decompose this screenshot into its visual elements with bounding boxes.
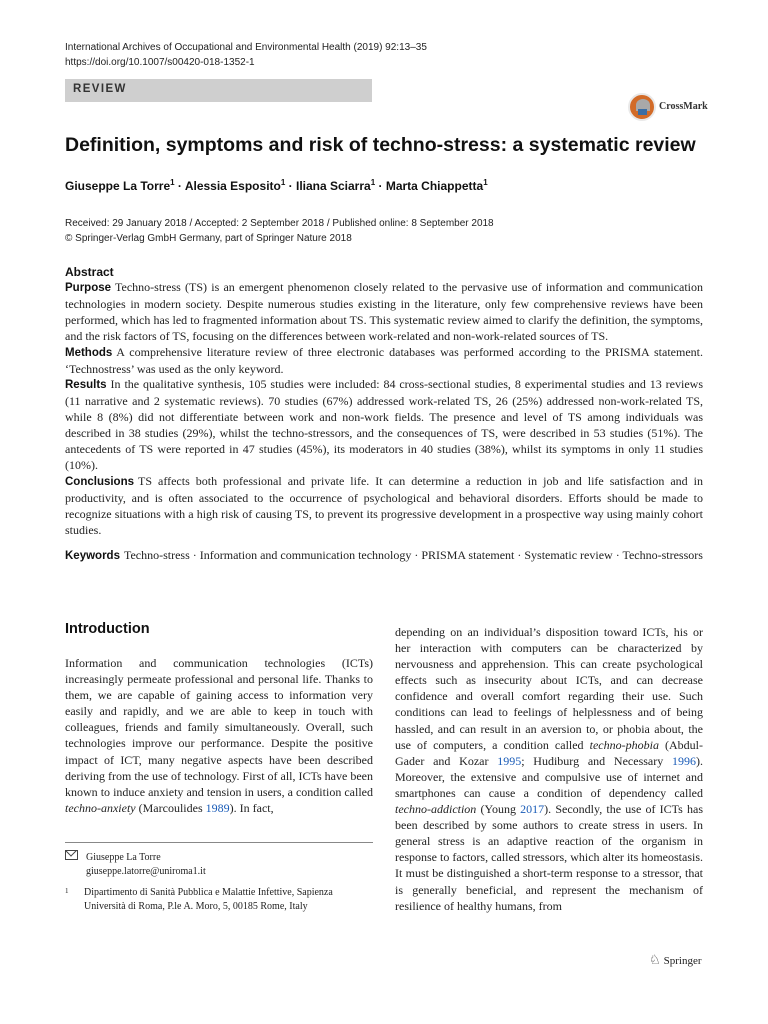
body-text: (Marcoulides: [135, 800, 206, 815]
footnote-divider: [65, 842, 373, 843]
abstract-section-label: Results: [65, 379, 107, 392]
author-affiliation-marker: 1: [370, 178, 376, 187]
article-type-label: REVIEW: [73, 83, 127, 95]
abstract-section-label: Conclusions: [65, 475, 135, 488]
body-text: ). Secondly, the use of ICTs has been described by some authors to create stress in users. In general stress is an adaptive reaction of the organism in response to factors, called stressors, which alter its homeostasis. It must be distinguished a short-term response to a stressor, that is generally beneficial, and represent the mechanism of resilience of healthy humans, from: [395, 802, 703, 913]
publisher-name: Springer: [663, 955, 702, 967]
body-text: ; Hudiburg and Necessary: [521, 753, 672, 768]
body-paragraph: [395, 624, 703, 914]
author-affiliation-marker: 1: [280, 178, 286, 187]
article-history: [65, 217, 494, 246]
body-column-right: [395, 624, 703, 914]
affiliation-number: 1: [65, 887, 69, 895]
body-text: ). In fact,: [229, 800, 274, 815]
crossmark-badge[interactable]: [628, 93, 706, 123]
abstract-section-label: Purpose: [65, 282, 112, 294]
publication-dates: Received: 29 January 2018 / Accepted: 2 September 2018 / Published online: 8 September 2018: [65, 218, 494, 229]
abstract-purpose: [65, 280, 703, 345]
citation-link[interactable]: 1996: [671, 753, 696, 768]
citation-link[interactable]: 1995: [497, 753, 522, 768]
springer-horse-icon: ♘: [649, 952, 661, 967]
body-text: (Abdul-Gader and Kozar: [395, 737, 704, 768]
body-text: (Young: [476, 802, 521, 817]
author-name[interactable]: Alessia Esposito: [184, 179, 281, 193]
body-text: depending on an individual’s disposition toward ICTs, his or her interaction with computers can be characterized by nervousness and apprehension. This can create psychological effects such as insecurity about ICTs, and can decrease confidence and overall comfort regarding their use. Such conditions can lead to feelings of helplessness and of being hassled, and can result in an aversion to, or phobia about, the use of computers, a condition called: [395, 625, 703, 752]
abstract-methods: [65, 345, 703, 378]
journal-citation: International Archives of Occupational and Environmental Health (2019) 92:13–35: [65, 42, 427, 53]
publisher-logo: [649, 952, 702, 968]
abstract-heading: Abstract: [65, 265, 114, 279]
author-list: [65, 178, 488, 193]
article-title: Definition, symptoms and risk of techno-stress: a systematic review: [65, 134, 696, 156]
author-affiliation-marker: 1: [483, 178, 488, 187]
author-separator: ·: [285, 179, 296, 193]
citation-link[interactable]: 2017: [520, 802, 545, 817]
body-paragraph: [65, 655, 373, 816]
author-name[interactable]: Giuseppe La Torre: [65, 179, 171, 193]
doi-link[interactable]: https://doi.org/10.1007/s00420-018-1352-1: [65, 57, 255, 68]
abstract-section-text: Techno-stress (TS) is an emergent phenomenon closely related to the pervasive use of information and communication technologies in modern society. Despite numerous studies existing in the literature, only few comprehensive reviews have been performed, which has led to fragmented information about TS. This systematic review aimed to clarify the definition, the symptoms, and the risk factors of TS, focusing on the differences between work-related and non-work-related sources of TS.: [65, 280, 703, 343]
corresponding-author-name: Giuseppe La Torre: [86, 852, 161, 863]
author-separator: ·: [375, 179, 386, 193]
article-type-banner: [65, 79, 372, 102]
author-name[interactable]: Marta Chiappetta: [385, 179, 484, 193]
keywords-label: Keywords: [65, 549, 120, 562]
crossmark-icon: [628, 93, 656, 121]
body-text: ). Moreover, the extensive and compulsive use of internet and smartphones can cause a condition of dependency called: [395, 753, 703, 800]
author-separator: ·: [174, 179, 185, 193]
envelope-icon: [65, 850, 78, 860]
term-emphasis: techno-phobia: [589, 737, 659, 752]
copyright-notice: © Springer-Verlag GmbH Germany, part of Springer Nature 2018: [65, 232, 352, 244]
affiliation: [65, 886, 374, 914]
abstract-section-text: TS affects both professional and private life. It can determine a reduction in job and life satisfaction and in productivity, and is often associated to the occurrence of psychological and behavioral disorders. Efforts should be made to recognize situations with a high risk of causing TS, to prevent its progressive development in a prospective way using mainly cohort studies.: [65, 473, 703, 537]
abstract: [65, 265, 703, 564]
abstract-results: [65, 377, 703, 473]
body-text: Information and communication technologies (ICTs) increasingly permeate professional and personal life. Thanks to them, we are capable of gaining access to information very easily and rapidly, and we are able to keep in touch with colleagues, friends and family simultaneously. Overall, such technologies improve our performance. Despite the positive impact of ICT, many negative aspects have been described deriving from the use of technology. First of all, ICTs have been known to induce anxiety and tension in users, a condition called: [65, 656, 373, 799]
author-name[interactable]: Iliana Sciarra: [295, 179, 371, 193]
corresponding-author-email[interactable]: giuseppe.latorre@uniroma1.it: [86, 866, 206, 877]
crossmark-label: CrossMark: [659, 101, 708, 112]
abstract-section-text: A comprehensive literature review of three electronic databases was performed according to the PRISMA statement. ‘Technostress’ was used as the only keyword.: [65, 344, 703, 376]
abstract-conclusions: [65, 474, 703, 539]
journal-reference: [65, 40, 427, 70]
author-affiliation-marker: 1: [170, 178, 175, 187]
section-heading-introduction: Introduction: [65, 621, 150, 637]
citation-link[interactable]: 1989: [205, 800, 230, 815]
abstract-section-text: In the qualitative synthesis, 105 studies were included: 84 cross-sectional studies, 8 experimental studies and 13 reviews (11 narrative and 2 systematic reviews). 70 studies (67%) addressed work-related TS, 26 (25%) addressed non-work-related TS, while 8 (8%) did not differentiate between work and non-work fields. The presence and level of TS among individuals was described in 38 studies (29%), whilst the techno-stressors, and the consequences of TS, were described in 53 studies (51%). The antecedents of TS were reported in 47 studies (45%), its moderators in 40 studies (38%), whilst its symptoms in only 11 studies (10%).: [65, 377, 703, 472]
term-emphasis: techno-anxiety: [65, 800, 136, 815]
keywords-text: Techno-stress · Information and communication technology · PRISMA statement · Systematic review · Techno-stressors: [123, 547, 703, 562]
corresponding-author: [65, 850, 206, 879]
abstract-section-label: Methods: [65, 346, 113, 359]
affiliation-text: Dipartimento di Sanità Pubblica e Malattie Infettive, Sapienza Università di Roma, P.le A. Moro, 5, 00185 Rome, Italy: [84, 887, 333, 912]
body-column-left: [65, 655, 373, 816]
term-emphasis: techno-addiction: [395, 802, 477, 817]
keywords: [65, 548, 703, 565]
